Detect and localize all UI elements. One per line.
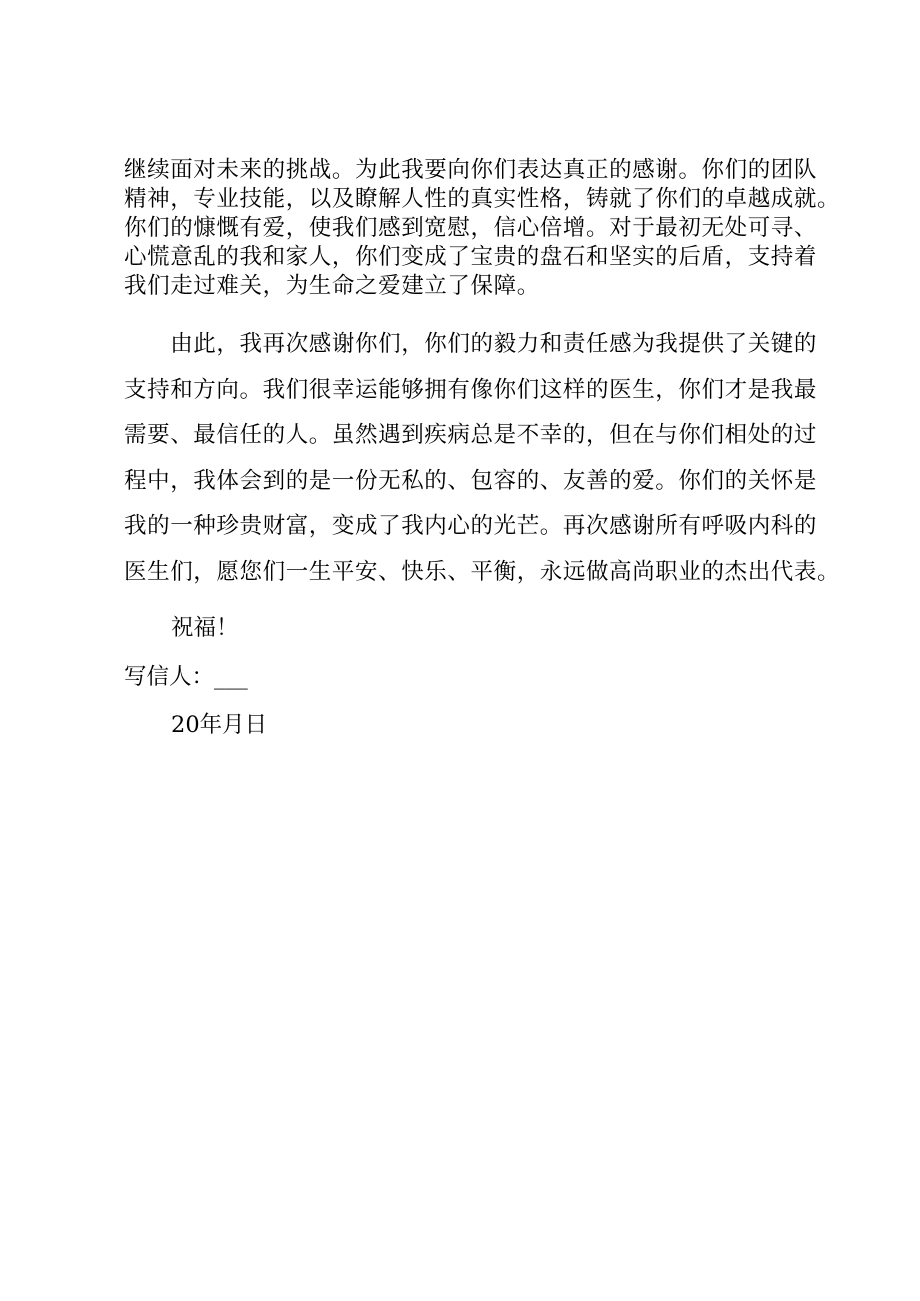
- paragraph-line: 程中，我体会到的是一份无私的、包容的、友善的爱。你们的关怀是: [124, 467, 818, 494]
- paragraph-line: 我们走过难关，为生命之爱建立了保障。: [124, 273, 540, 299]
- paragraph-line: 需要、最信任的人。虽然遇到疾病总是不幸的，但在与你们相处的过: [124, 422, 818, 448]
- paragraph-line: 心慌意乱的我和家人，你们变成了宝贵的盘石和坚实的后盾，支持着: [124, 244, 818, 270]
- paragraph-line: 由此，我再次感谢你们，你们的毅力和责任感为我提供了关键的: [124, 331, 818, 357]
- letter-signer: 写信人：___: [124, 664, 248, 690]
- paragraph-line: 你们的慷慨有爱，使我们感到宽慰，信心倍增。对于最初无处可寻、: [124, 215, 818, 241]
- paragraph-line: 继续面对未来的挑战。为此我要向你们表达真正的感谢。你们的团队: [124, 157, 818, 183]
- letter-closing: 祝福！: [171, 615, 239, 641]
- paragraph-line: 支持和方向。我们很幸运能够拥有像你们这样的医生，你们才是我最: [124, 376, 818, 403]
- paragraph-line: 医生们，愿您们一生平安、快乐、平衡，永远做高尚职业的杰出代表。: [124, 558, 841, 585]
- paragraph-line: 我的一种珍贵财富，变成了我内心的光芒。再次感谢所有呼吸内科的: [124, 513, 818, 539]
- paragraph-line: 精神，专业技能，以及瞭解人性的真实性格，铸就了你们的卓越成就。: [124, 186, 841, 212]
- letter-date: 20年月日: [171, 712, 268, 738]
- letter-paragraph-1: [124, 156, 841, 301]
- letter-paragraph-2: [124, 322, 841, 595]
